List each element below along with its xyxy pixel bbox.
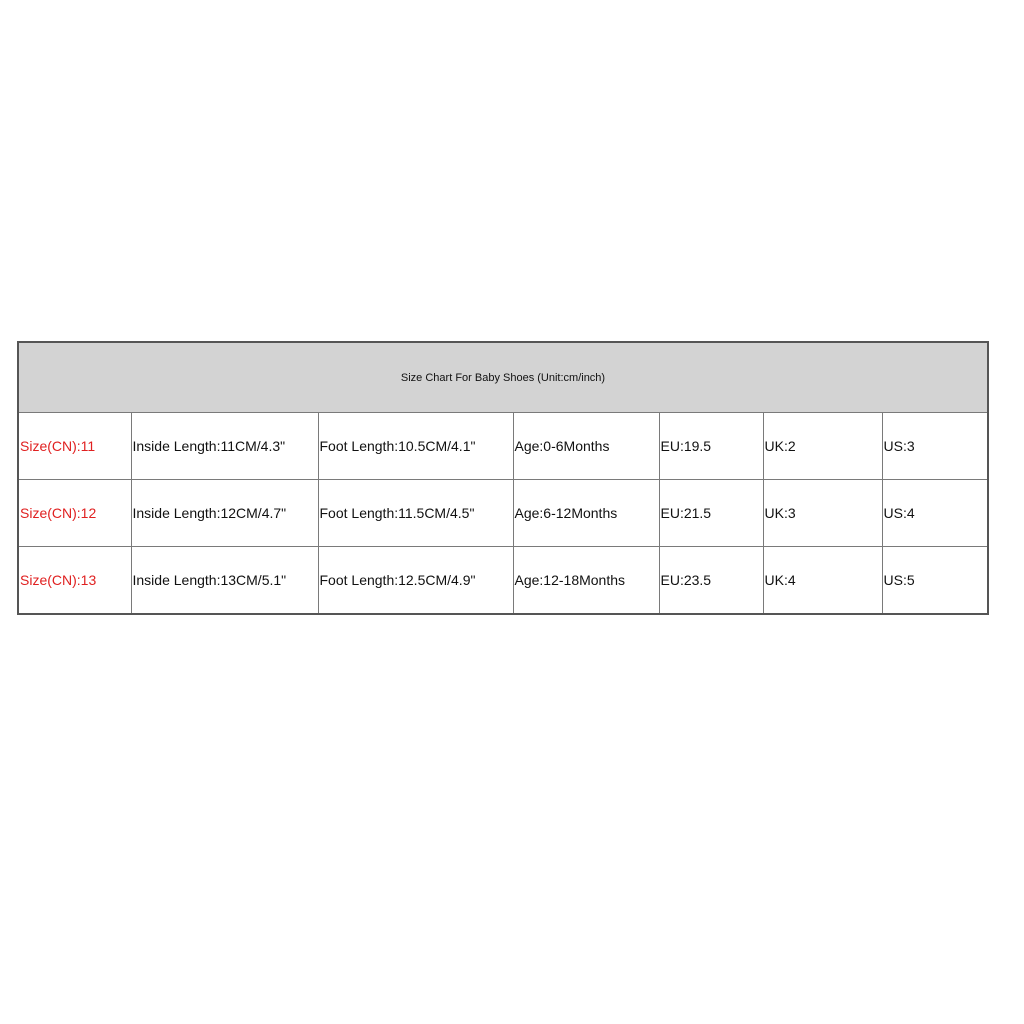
size-chart-table	[17, 341, 989, 615]
age-cell: Age:12-18Months	[513, 547, 659, 615]
uk-size-cell: UK:2	[763, 413, 882, 480]
uk-size-cell: UK:4	[763, 547, 882, 615]
foot-length-cell: Foot Length:10.5CM/4.1"	[318, 413, 513, 480]
inside-length-cell: Inside Length:13CM/5.1"	[131, 547, 318, 615]
size-chart-title: Size Chart For Baby Shoes (Unit:cm/inch)	[18, 342, 988, 413]
us-size-cell: US:3	[882, 413, 988, 480]
inside-length-cell: Inside Length:11CM/4.3"	[131, 413, 318, 480]
size-cn-cell: Size(CN):11	[18, 413, 131, 480]
eu-size-cell: EU:21.5	[659, 480, 763, 547]
uk-size-cell: UK:3	[763, 480, 882, 547]
size-cn-cell: Size(CN):13	[18, 547, 131, 615]
inside-length-cell: Inside Length:12CM/4.7"	[131, 480, 318, 547]
us-size-cell: US:5	[882, 547, 988, 615]
table-row	[18, 480, 988, 547]
table-row	[18, 547, 988, 615]
table-row	[18, 413, 988, 480]
foot-length-cell: Foot Length:12.5CM/4.9"	[318, 547, 513, 615]
title-row	[18, 342, 988, 413]
age-cell: Age:0-6Months	[513, 413, 659, 480]
age-cell: Age:6-12Months	[513, 480, 659, 547]
eu-size-cell: EU:23.5	[659, 547, 763, 615]
us-size-cell: US:4	[882, 480, 988, 547]
size-cn-cell: Size(CN):12	[18, 480, 131, 547]
foot-length-cell: Foot Length:11.5CM/4.5"	[318, 480, 513, 547]
eu-size-cell: EU:19.5	[659, 413, 763, 480]
